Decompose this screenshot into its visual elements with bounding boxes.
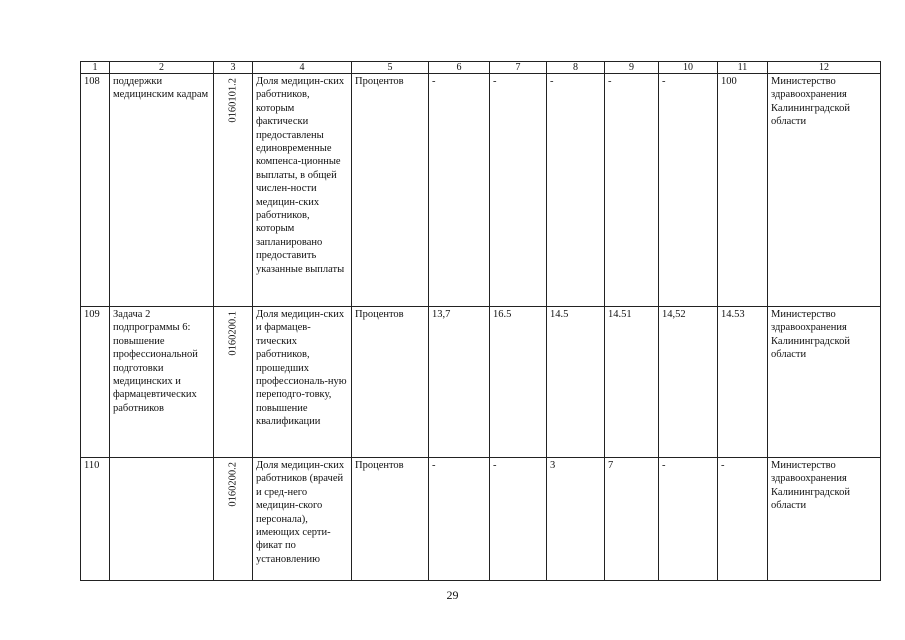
header-cell: 6	[429, 62, 490, 74]
unit-cell: Процентов	[352, 458, 429, 581]
header-cell: 7	[490, 62, 547, 74]
code-text: 0160200.1	[227, 311, 239, 356]
value-cell: -	[429, 458, 490, 581]
indicators-table	[80, 61, 881, 581]
page-number: 29	[446, 588, 459, 602]
indicator-cell: Доля медицин-ских работников, которым фактически предоставлены единовременные компенса-ционные выплаты, в общей числен-ности медицин-ских работников, которым запланировано предоставить указанные выплаты	[253, 74, 352, 307]
value-cell: -	[547, 74, 605, 307]
task-cell: Задача 2 подпрограммы 6: повышение профессиональной подготовки медицинских и фармацевтических работников	[110, 307, 214, 458]
unit-cell: Процентов	[352, 74, 429, 307]
header-cell: 2	[110, 62, 214, 74]
code-text: 0160101.2	[227, 78, 239, 123]
executor-cell: Министерство здравоохранения Калининградской области	[768, 74, 881, 307]
value-cell: 14.5	[547, 307, 605, 458]
value-cell: 14.51	[605, 307, 659, 458]
table-row	[81, 458, 881, 581]
value-cell: 7	[605, 458, 659, 581]
header-cell: 11	[718, 62, 768, 74]
header-cell: 1	[81, 62, 110, 74]
value-cell: 14,52	[659, 307, 718, 458]
table-row	[81, 307, 881, 458]
header-cell: 5	[352, 62, 429, 74]
header-cell: 4	[253, 62, 352, 74]
unit-cell: Процентов	[352, 307, 429, 458]
value-cell: -	[659, 74, 718, 307]
header-cell: 3	[214, 62, 253, 74]
value-cell: -	[605, 74, 659, 307]
header-row	[81, 62, 881, 74]
executor-cell: Министерство здравоохранения Калининградской области	[768, 307, 881, 458]
code-cell	[214, 307, 253, 458]
indicator-cell: Доля медицин-ских и фармацев-тических работников, прошедших профессиональ-ную переподго-товку, повышение квалификации	[253, 307, 352, 458]
value-cell: 16.5	[490, 307, 547, 458]
code-cell	[214, 74, 253, 307]
value-cell: 3	[547, 458, 605, 581]
header-cell: 10	[659, 62, 718, 74]
indicator-cell: Доля медицин-ских работников (врачей и сред-него медицин-ского персонала), имеющих серти-фикат по установлению	[253, 458, 352, 581]
value-cell: 13,7	[429, 307, 490, 458]
table-row	[81, 74, 881, 307]
value-cell: 100	[718, 74, 768, 307]
task-cell	[110, 458, 214, 581]
task-cell: поддержки медицинским кадрам	[110, 74, 214, 307]
row-number: 110	[81, 458, 110, 581]
value-cell: 14.53	[718, 307, 768, 458]
value-cell: -	[429, 74, 490, 307]
value-cell: -	[490, 458, 547, 581]
row-number: 109	[81, 307, 110, 458]
header-cell: 9	[605, 62, 659, 74]
header-cell: 12	[768, 62, 881, 74]
value-cell: -	[718, 458, 768, 581]
row-number: 108	[81, 74, 110, 307]
executor-cell: Министерство здравоохранения Калининградской области	[768, 458, 881, 581]
value-cell: -	[659, 458, 718, 581]
value-cell: -	[490, 74, 547, 307]
header-cell: 8	[547, 62, 605, 74]
code-text: 0160200.2	[227, 462, 239, 507]
code-cell	[214, 458, 253, 581]
